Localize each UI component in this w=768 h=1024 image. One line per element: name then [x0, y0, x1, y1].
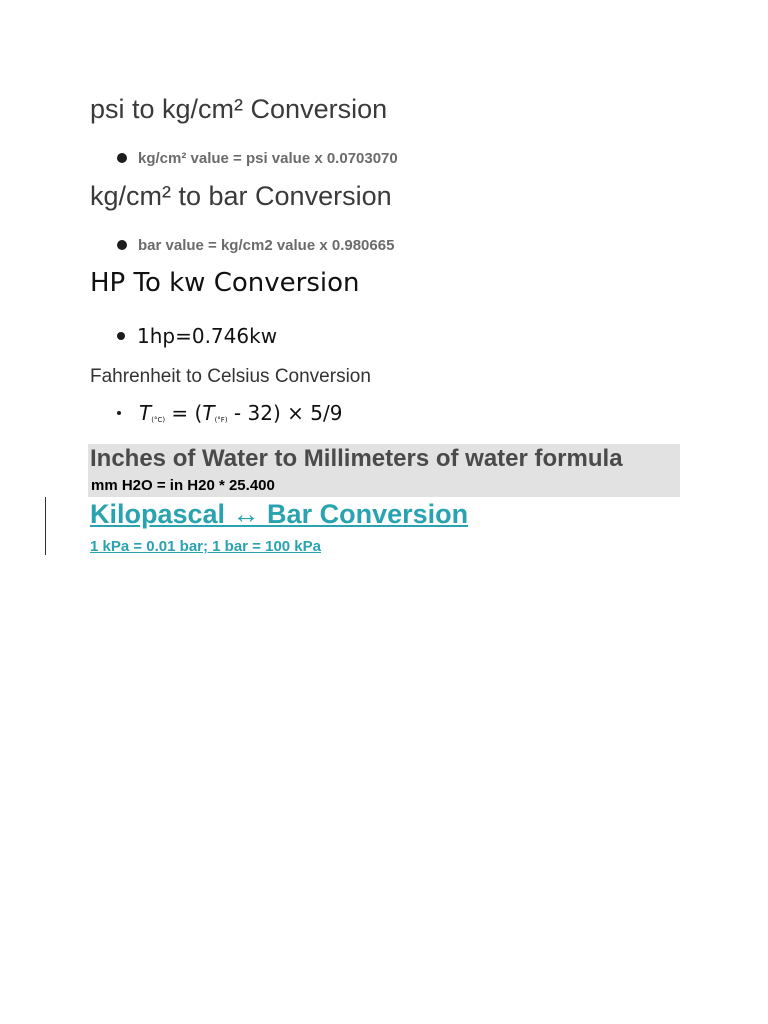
psi-formula: kg/cm² value = psi value x 0.0703070 [138, 149, 398, 167]
formula-equals: = ( [165, 401, 203, 425]
hp-formula: 1hp=0.746kw [137, 324, 278, 348]
hp-heading: HP To kw Conversion [90, 268, 360, 298]
psi-formula-item [117, 149, 398, 167]
fahrenheit-t: T [202, 401, 215, 425]
kgcm2-heading: kg/cm² to bar Conversion [90, 181, 392, 211]
celsius-unit: (°C) [151, 416, 166, 424]
bullet-icon [117, 240, 127, 250]
fahrenheit-heading: Fahrenheit to Celsius Conversion [90, 366, 371, 387]
fahrenheit-formula [139, 401, 342, 425]
water-formula: mm H2O = in H20 * 25.400 [91, 477, 275, 494]
bullet-icon [117, 153, 127, 163]
psi-heading: psi to kg/cm² Conversion [90, 94, 388, 124]
kgcm2-formula: bar value = kg/cm2 value x 0.980665 [138, 236, 395, 254]
kgcm2-formula-item [117, 236, 394, 254]
bullet-icon [117, 411, 121, 415]
kilopascal-link[interactable]: Kilopascal ↔ Bar Conversion [90, 499, 469, 529]
kilopascal-formula-link[interactable]: 1 kPa = 0.01 bar; 1 bar = 100 kPa [90, 538, 321, 555]
bullet-icon [117, 332, 125, 340]
fahrenheit-unit: (°F) [214, 416, 228, 424]
formula-rest: - 32) × 5/9 [227, 401, 343, 425]
text-cursor [45, 497, 46, 555]
water-heading: Inches of Water to Millimeters of water formula [90, 445, 623, 472]
hp-formula-item [117, 323, 277, 349]
celsius-t: T [139, 401, 152, 425]
fahrenheit-formula-item [117, 400, 342, 426]
